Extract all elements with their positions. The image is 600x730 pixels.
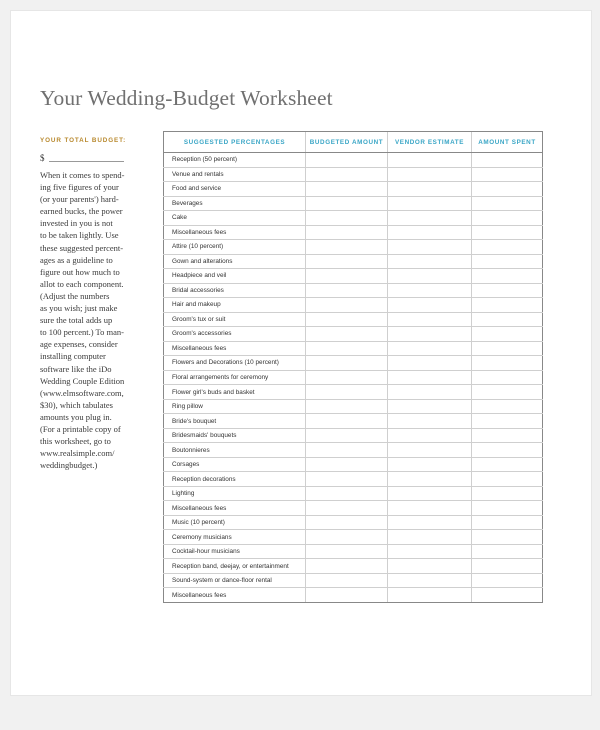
- table-row: [164, 515, 543, 530]
- intro-text-line: When it comes to spend-: [40, 170, 125, 180]
- vendor-estimate-cell[interactable]: [388, 515, 472, 530]
- table-row: [164, 457, 543, 472]
- vendor-estimate-cell[interactable]: [388, 370, 472, 385]
- table-row: [164, 269, 543, 284]
- amount-spent-cell[interactable]: [472, 588, 543, 603]
- vendor-estimate-cell[interactable]: [388, 544, 472, 559]
- amount-spent-cell[interactable]: [472, 167, 543, 182]
- budget-item-label: Hair and makeup: [164, 298, 306, 313]
- intro-text-line: ages as a guideline to: [40, 254, 113, 265]
- budget-item-label: Floral arrangements for ceremony: [164, 370, 306, 385]
- column-header-amount-spent: AMOUNT SPENT: [472, 132, 543, 153]
- amount-spent-cell[interactable]: [472, 501, 543, 516]
- intro-text-line: to 100 percent.) To man-: [40, 327, 124, 338]
- vendor-estimate-cell[interactable]: [388, 269, 472, 284]
- budgeted-amount-cell[interactable]: [306, 254, 388, 269]
- budgeted-amount-cell[interactable]: [306, 312, 388, 327]
- budgeted-amount-cell[interactable]: [306, 530, 388, 545]
- table-row: [164, 182, 543, 197]
- budget-item-label: Ceremony musicians: [164, 530, 306, 545]
- amount-spent-cell[interactable]: [472, 225, 543, 240]
- vendor-estimate-cell[interactable]: [388, 341, 472, 356]
- budget-item-label: Bridal accessories: [164, 283, 306, 298]
- table-row: [164, 428, 543, 443]
- intro-text-line: (or your parents') hard-: [40, 194, 119, 205]
- amount-spent-cell[interactable]: [472, 399, 543, 414]
- budgeted-amount-cell[interactable]: [306, 573, 388, 588]
- budgeted-amount-cell[interactable]: [306, 211, 388, 226]
- budgeted-amount-cell[interactable]: [306, 370, 388, 385]
- budget-item-label: Cake: [164, 211, 306, 226]
- amount-spent-cell[interactable]: [472, 356, 543, 371]
- amount-spent-cell[interactable]: [472, 544, 543, 559]
- vendor-estimate-cell[interactable]: [388, 399, 472, 414]
- intro-text-line: (www.elmsoftware.com,: [40, 387, 124, 398]
- amount-spent-cell[interactable]: [472, 486, 543, 501]
- vendor-estimate-cell[interactable]: [388, 472, 472, 487]
- table-row: [164, 486, 543, 501]
- vendor-estimate-cell[interactable]: [388, 530, 472, 545]
- table-row: [164, 327, 543, 342]
- vendor-estimate-cell[interactable]: [388, 283, 472, 298]
- budget-item-label: Miscellaneous fees: [164, 341, 306, 356]
- amount-spent-cell[interactable]: [472, 573, 543, 588]
- budget-item-label: Headpiece and veil: [164, 269, 306, 284]
- table-row: [164, 573, 543, 588]
- table-header-row: [164, 132, 543, 153]
- budgeted-amount-cell[interactable]: [306, 356, 388, 371]
- budget-item-label: Music (10 percent): [164, 515, 306, 530]
- vendor-estimate-cell[interactable]: [388, 385, 472, 400]
- column-header-vendor-estimate: VENDOR ESTIMATE: [388, 132, 472, 153]
- budgeted-amount-cell[interactable]: [306, 196, 388, 211]
- amount-spent-cell[interactable]: [472, 385, 543, 400]
- budget-item-label: Flower girl's buds and basket: [164, 385, 306, 400]
- vendor-estimate-cell[interactable]: [388, 588, 472, 603]
- intro-text-line: installing computer: [40, 351, 106, 362]
- amount-spent-cell[interactable]: [472, 370, 543, 385]
- intro-text-line: these suggested percent-: [40, 242, 124, 253]
- budgeted-amount-cell[interactable]: [306, 428, 388, 443]
- amount-spent-cell[interactable]: [472, 240, 543, 255]
- budget-item-label: Flowers and Decorations (10 percent): [164, 356, 306, 371]
- amount-spent-cell[interactable]: [472, 515, 543, 530]
- vendor-estimate-cell[interactable]: [388, 240, 472, 255]
- total-budget-label: YOUR TOTAL BUDGET:: [40, 137, 127, 144]
- intro-text-line: this worksheet, go to: [40, 436, 111, 447]
- amount-spent-cell[interactable]: [472, 327, 543, 342]
- budgeted-amount-cell[interactable]: [306, 515, 388, 530]
- budget-item-label: Bridesmaids' bouquets: [164, 428, 306, 443]
- amount-spent-cell[interactable]: [472, 530, 543, 545]
- budgeted-amount-cell[interactable]: [306, 486, 388, 501]
- intro-text: [40, 169, 150, 471]
- table-row: [164, 298, 543, 313]
- budget-item-label: Reception band, deejay, or entertainment: [164, 559, 306, 574]
- budget-item-label: Cocktail-hour musicians: [164, 544, 306, 559]
- budget-item-label: Lighting: [164, 486, 306, 501]
- budget-item-label: Reception decorations: [164, 472, 306, 487]
- amount-spent-cell[interactable]: [472, 428, 543, 443]
- page-title: Your Wedding-Budget Worksheet: [40, 86, 333, 110]
- table-row: [164, 211, 543, 226]
- vendor-estimate-cell[interactable]: [388, 559, 472, 574]
- intro-text-line: software like the iDo: [40, 363, 112, 374]
- vendor-estimate-cell[interactable]: [388, 225, 472, 240]
- vendor-estimate-cell[interactable]: [388, 153, 472, 168]
- amount-spent-cell[interactable]: [472, 269, 543, 284]
- table-row: [164, 588, 543, 603]
- budgeted-amount-cell[interactable]: [306, 559, 388, 574]
- table-row: [164, 240, 543, 255]
- intro-text-line: (For a printable copy of: [40, 423, 121, 434]
- column-header-budgeted-amount: BUDGETED AMOUNT: [306, 132, 388, 153]
- budget-item-label: Attire (10 percent): [164, 240, 306, 255]
- intro-text-line: ing five figures of your: [40, 182, 119, 193]
- table-row: [164, 472, 543, 487]
- amount-spent-cell[interactable]: [472, 182, 543, 197]
- budget-item-label: Gown and alterations: [164, 254, 306, 269]
- budget-item-label: Groom's accessories: [164, 327, 306, 342]
- table-row: [164, 399, 543, 414]
- table-row: [164, 501, 543, 516]
- intro-text-line: as you wish; just make: [40, 303, 118, 314]
- dollar-sign: $: [40, 153, 45, 163]
- vendor-estimate-cell[interactable]: [388, 356, 472, 371]
- vendor-estimate-cell[interactable]: [388, 298, 472, 313]
- budgeted-amount-cell[interactable]: [306, 399, 388, 414]
- table-row: [164, 225, 543, 240]
- budgeted-amount-cell[interactable]: [306, 443, 388, 458]
- total-budget-blank-line: [49, 161, 124, 162]
- table-row: [164, 254, 543, 269]
- budgeted-amount-cell[interactable]: [306, 457, 388, 472]
- budget-item-label: Beverages: [164, 196, 306, 211]
- intro-text-line: to be taken lightly. Use: [40, 230, 119, 241]
- budgeted-amount-cell[interactable]: [306, 472, 388, 487]
- table-row: [164, 196, 543, 211]
- budgeted-amount-cell[interactable]: [306, 283, 388, 298]
- amount-spent-cell[interactable]: [472, 443, 543, 458]
- budgeted-amount-cell[interactable]: [306, 240, 388, 255]
- amount-spent-cell[interactable]: [472, 254, 543, 269]
- intro-text-line: Wedding Couple Edition: [40, 375, 125, 386]
- table-row: [164, 544, 543, 559]
- column-header-suggested-percentages: SUGGESTED PERCENTAGES: [164, 132, 306, 153]
- amount-spent-cell[interactable]: [472, 211, 543, 226]
- intro-text-line: age expenses, consider: [40, 339, 118, 350]
- budget-item-label: Groom's tux or suit: [164, 312, 306, 327]
- intro-text-line: amounts you plug in.: [40, 411, 112, 422]
- budgeted-amount-cell[interactable]: [306, 182, 388, 197]
- budgeted-amount-cell[interactable]: [306, 167, 388, 182]
- table-row: [164, 167, 543, 182]
- budget-item-label: Boutonnieres: [164, 443, 306, 458]
- table-row: [164, 356, 543, 371]
- amount-spent-cell[interactable]: [472, 559, 543, 574]
- table-row: [164, 370, 543, 385]
- vendor-estimate-cell[interactable]: [388, 196, 472, 211]
- intro-text-line: sure the total adds up: [40, 315, 113, 326]
- budgeted-amount-cell[interactable]: [306, 341, 388, 356]
- budgeted-amount-cell[interactable]: [306, 588, 388, 603]
- budget-item-label: Venue and rentals: [164, 167, 306, 182]
- budgeted-amount-cell[interactable]: [306, 298, 388, 313]
- amount-spent-cell[interactable]: [472, 472, 543, 487]
- table-row: [164, 559, 543, 574]
- budgeted-amount-cell[interactable]: [306, 327, 388, 342]
- budget-item-label: Miscellaneous fees: [164, 588, 306, 603]
- budget-item-label: Food and service: [164, 182, 306, 197]
- budget-item-label: Ring pillow: [164, 399, 306, 414]
- amount-spent-cell[interactable]: [472, 414, 543, 429]
- budget-item-label: Bride's bouquet: [164, 414, 306, 429]
- vendor-estimate-cell[interactable]: [388, 486, 472, 501]
- vendor-estimate-cell[interactable]: [388, 428, 472, 443]
- table-row: [164, 341, 543, 356]
- budget-item-label: Corsages: [164, 457, 306, 472]
- vendor-estimate-cell[interactable]: [388, 414, 472, 429]
- table-row: [164, 530, 543, 545]
- amount-spent-cell[interactable]: [472, 283, 543, 298]
- table-row: [164, 443, 543, 458]
- table-row: [164, 385, 543, 400]
- vendor-estimate-cell[interactable]: [388, 167, 472, 182]
- budget-item-label: Reception (50 percent): [164, 153, 306, 168]
- intro-text-line: allot to each component.: [40, 278, 124, 289]
- intro-text-line: invested in you is not: [40, 218, 113, 229]
- budgeted-amount-cell[interactable]: [306, 501, 388, 516]
- vendor-estimate-cell[interactable]: [388, 312, 472, 327]
- vendor-estimate-cell[interactable]: [388, 254, 472, 269]
- amount-spent-cell[interactable]: [472, 153, 543, 168]
- amount-spent-cell[interactable]: [472, 312, 543, 327]
- vendor-estimate-cell[interactable]: [388, 443, 472, 458]
- vendor-estimate-cell[interactable]: [388, 457, 472, 472]
- intro-text-line: earned bucks, the power: [40, 206, 123, 217]
- vendor-estimate-cell[interactable]: [388, 327, 472, 342]
- intro-text-line: $30), which tabulates: [40, 399, 113, 410]
- budgeted-amount-cell[interactable]: [306, 544, 388, 559]
- intro-text-line: www.realsimple.com/: [40, 448, 115, 459]
- budgeted-amount-cell[interactable]: [306, 225, 388, 240]
- budget-item-label: Miscellaneous fees: [164, 225, 306, 240]
- amount-spent-cell[interactable]: [472, 341, 543, 356]
- amount-spent-cell[interactable]: [472, 196, 543, 211]
- budget-item-label: Sound-system or dance-floor rental: [164, 573, 306, 588]
- amount-spent-cell[interactable]: [472, 298, 543, 313]
- table-row: [164, 414, 543, 429]
- budget-item-label: Miscellaneous fees: [164, 501, 306, 516]
- vendor-estimate-cell[interactable]: [388, 211, 472, 226]
- amount-spent-cell[interactable]: [472, 457, 543, 472]
- table-body: [164, 153, 543, 603]
- vendor-estimate-cell[interactable]: [388, 501, 472, 516]
- table-row: [164, 312, 543, 327]
- budgeted-amount-cell[interactable]: [306, 414, 388, 429]
- budget-table: [163, 131, 543, 603]
- intro-text-line: weddingbudget.): [40, 460, 98, 471]
- budgeted-amount-cell[interactable]: [306, 153, 388, 168]
- table-row: [164, 283, 543, 298]
- vendor-estimate-cell[interactable]: [388, 573, 472, 588]
- intro-text-line: figure out how much to: [40, 266, 120, 277]
- intro-text-line: (Adjust the numbers: [40, 290, 110, 301]
- vendor-estimate-cell[interactable]: [388, 182, 472, 197]
- budgeted-amount-cell[interactable]: [306, 385, 388, 400]
- budgeted-amount-cell[interactable]: [306, 269, 388, 284]
- table-row: [164, 153, 543, 168]
